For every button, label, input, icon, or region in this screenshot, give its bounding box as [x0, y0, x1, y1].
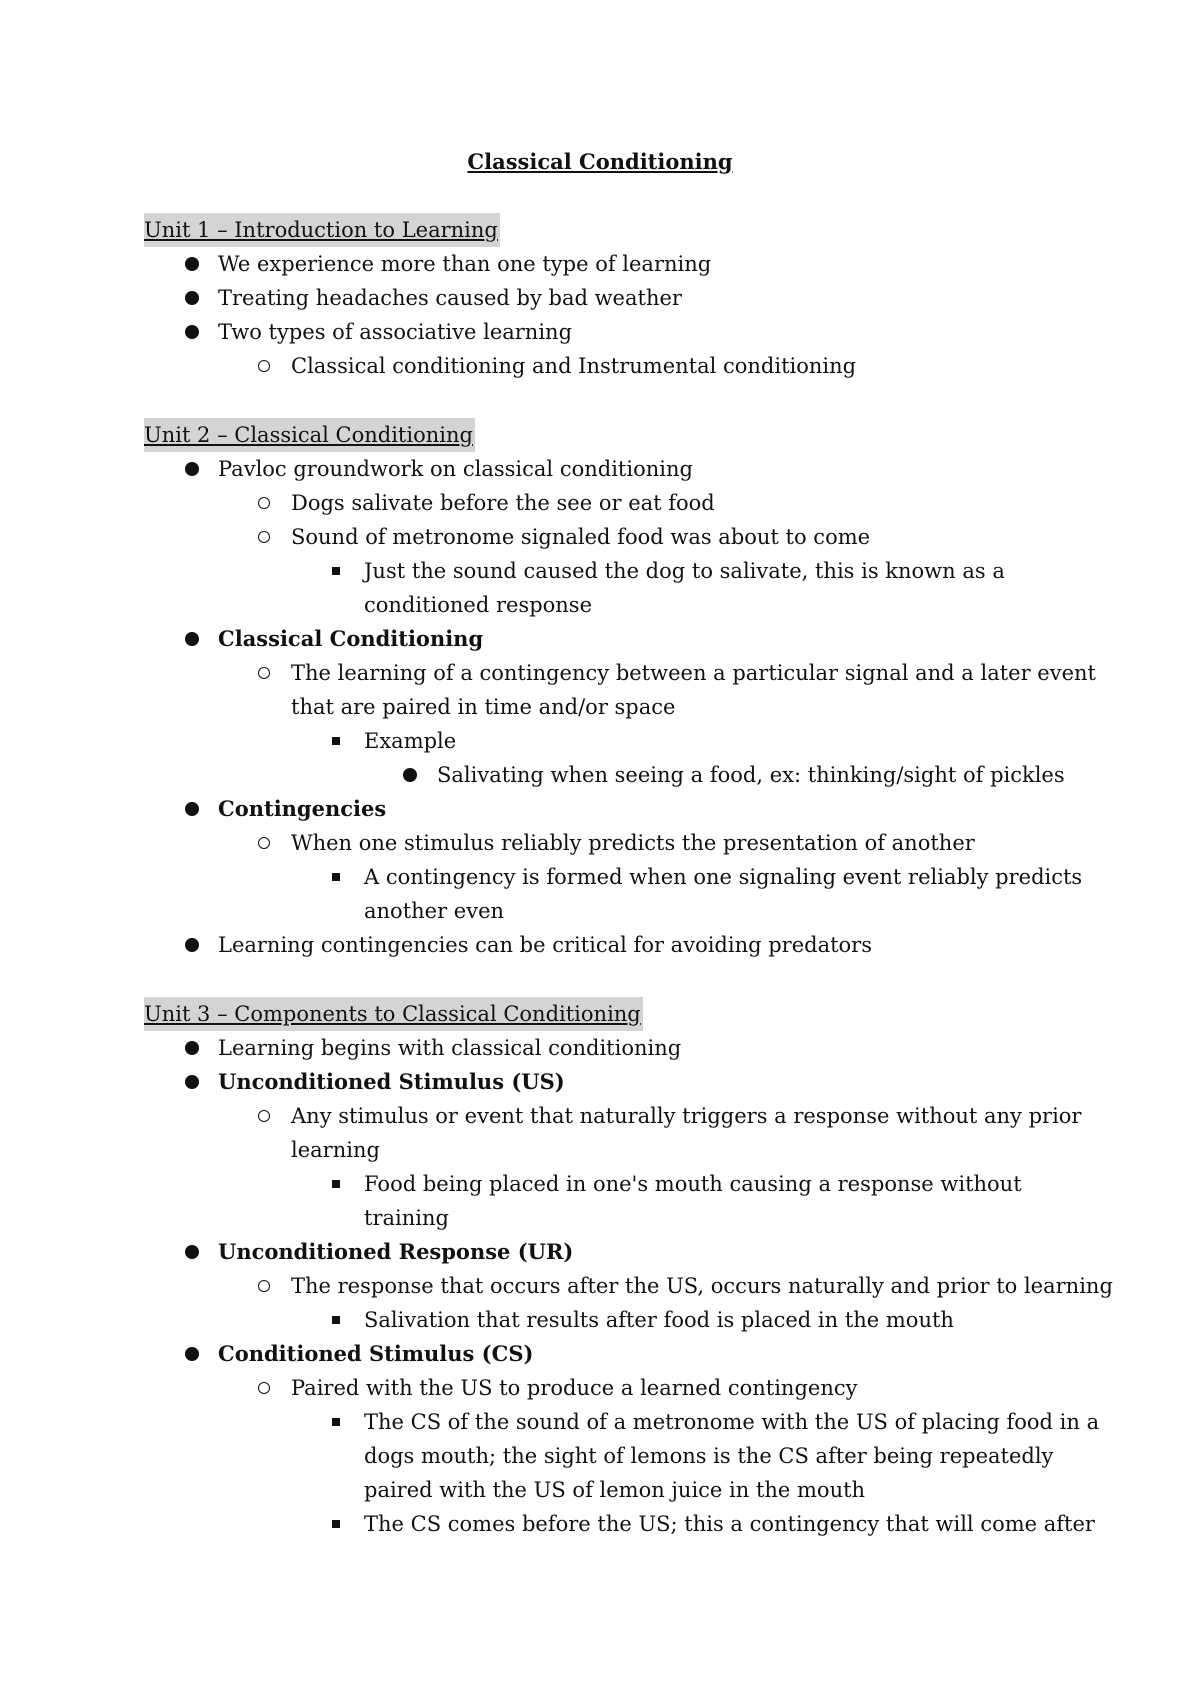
list-item: Dogs salivate before the see or eat food	[291, 491, 715, 515]
bullet-filled-icon	[185, 1245, 199, 1259]
list-item: conditioned response	[364, 593, 593, 617]
bullet-square-icon	[332, 873, 340, 881]
unit-3-heading: Unit 3 – Components to Classical Conditioning	[144, 997, 643, 1031]
bullet-hollow-icon	[258, 497, 270, 509]
bullet-square-icon	[332, 737, 340, 745]
bullet-filled-icon	[185, 325, 199, 339]
list-item: We experience more than one type of learning	[218, 252, 712, 276]
list-item: another even	[364, 899, 505, 923]
list-item: Classical Conditioning	[218, 626, 484, 651]
list-item: Unconditioned Response (UR)	[218, 1239, 574, 1264]
bullet-filled-icon	[185, 1041, 199, 1055]
list-item: Learning begins with classical conditioning	[218, 1036, 682, 1060]
list-item: Unconditioned Stimulus (US)	[218, 1069, 565, 1094]
list-item: The CS of the sound of a metronome with the US of placing food in a	[364, 1410, 1100, 1434]
bullet-filled-icon	[185, 257, 199, 271]
list-item: dogs mouth; the sight of lemons is the CS after being repeatedly	[364, 1444, 1054, 1468]
list-item: The learning of a contingency between a particular signal and a later event	[291, 661, 1096, 685]
bullet-hollow-icon	[258, 1382, 270, 1394]
list-item: Learning contingencies can be critical for avoiding predators	[218, 933, 872, 957]
bullet-filled-icon	[403, 768, 417, 782]
list-item: When one stimulus reliably predicts the presentation of another	[291, 831, 975, 855]
unit-1-heading: Unit 1 – Introduction to Learning	[144, 213, 500, 247]
list-item: Salivation that results after food is placed in the mouth	[364, 1308, 954, 1332]
bullet-filled-icon	[185, 632, 199, 646]
list-item: A contingency is formed when one signaling event reliably predicts	[364, 865, 1083, 889]
bullet-filled-icon	[185, 938, 199, 952]
list-item: The CS comes before the US; this a contingency that will come after	[364, 1512, 1095, 1536]
bullet-hollow-icon	[258, 1110, 270, 1122]
unit-2-heading: Unit 2 – Classical Conditioning	[144, 418, 475, 452]
list-item: Sound of metronome signaled food was about to come	[291, 525, 871, 549]
bullet-filled-icon	[185, 291, 199, 305]
list-item: Classical conditioning and Instrumental conditioning	[291, 354, 857, 378]
list-item: Paired with the US to produce a learned contingency	[291, 1376, 858, 1400]
list-item: paired with the US of lemon juice in the mouth	[364, 1478, 866, 1502]
bullet-square-icon	[332, 1418, 340, 1426]
bullet-square-icon	[332, 1180, 340, 1188]
list-item: Food being placed in one's mouth causing a response without	[364, 1172, 1022, 1196]
list-item: that are paired in time and/or space	[291, 695, 676, 719]
list-item: learning	[291, 1138, 380, 1162]
document-title: Classical Conditioning	[467, 149, 733, 174]
bullet-hollow-icon	[258, 531, 270, 543]
bullet-hollow-icon	[258, 667, 270, 679]
bullet-hollow-icon	[258, 837, 270, 849]
bullet-square-icon	[332, 567, 340, 575]
list-item: Pavloc groundwork on classical conditioning	[218, 457, 693, 481]
bullet-hollow-icon	[258, 360, 270, 372]
list-item: Two types of associative learning	[218, 320, 573, 344]
bullet-filled-icon	[185, 802, 199, 816]
bullet-square-icon	[332, 1316, 340, 1324]
list-item: Conditioned Stimulus (CS)	[218, 1341, 534, 1366]
list-item: training	[364, 1206, 449, 1230]
list-item: Example	[364, 729, 457, 753]
bullet-filled-icon	[185, 462, 199, 476]
bullet-filled-icon	[185, 1075, 199, 1089]
bullet-filled-icon	[185, 1347, 199, 1361]
list-item: Treating headaches caused by bad weather	[218, 286, 682, 310]
bullet-hollow-icon	[258, 1280, 270, 1292]
bullet-square-icon	[332, 1520, 340, 1528]
list-item: Any stimulus or event that naturally triggers a response without any prior	[291, 1104, 1082, 1128]
list-item: The response that occurs after the US, occurs naturally and prior to learning	[291, 1274, 1113, 1298]
list-item: Just the sound caused the dog to salivate, this is known as a	[364, 559, 1005, 583]
list-item: Salivating when seeing a food, ex: thinking/sight of pickles	[437, 763, 1065, 787]
list-item: Contingencies	[218, 796, 387, 821]
